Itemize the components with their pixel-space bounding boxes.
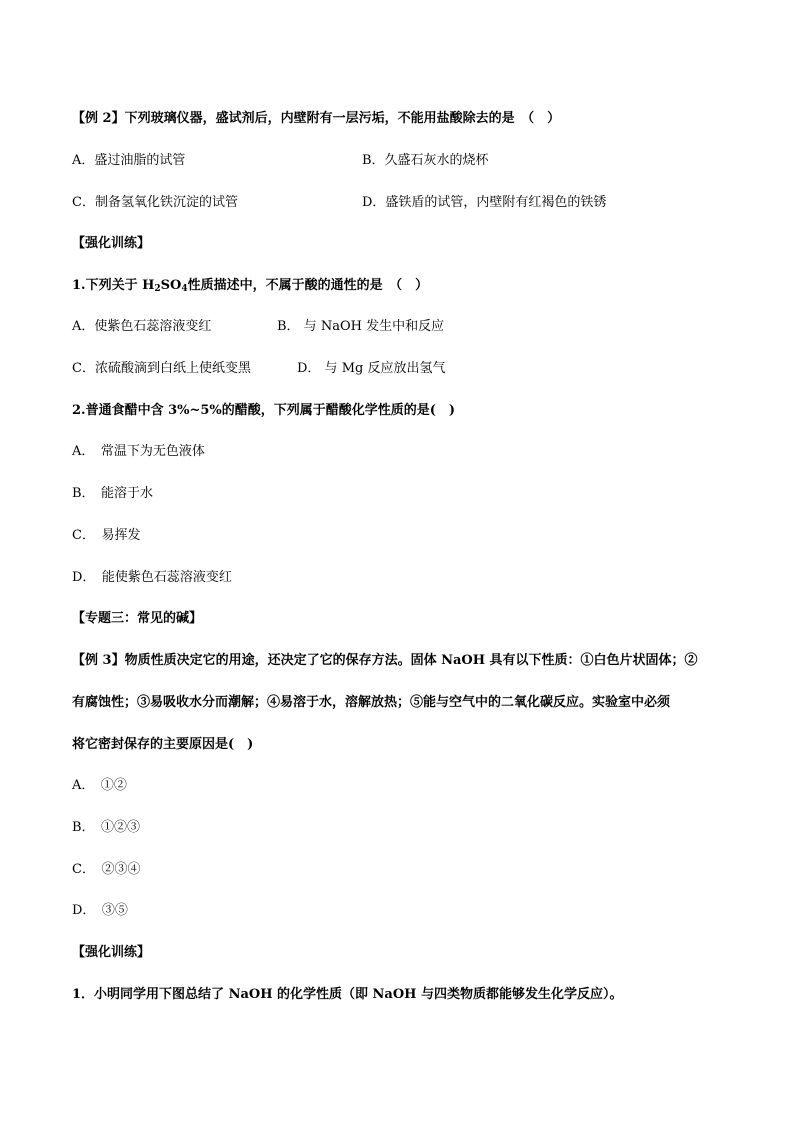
training1-option-d: D． 与 Mg 反应放出氢气 [297, 361, 446, 376]
training3-question: 1．小明同学用下图总结了 NaOH 的化学性质（即 NaOH 与四类物质都能够发生化学反应）。 [72, 987, 623, 1002]
example3-line-1: 【例 3】物质性质决定它的用途，还决定了它的保存方法。固体 NaOH 具有以下性质：①白色片状固体；② [72, 653, 698, 668]
example3-line-3: 将它密封保存的主要原因是( ) [72, 737, 254, 752]
training1-option-c: C．浓硫酸滴到白纸上使纸变黑 [72, 361, 251, 376]
training1-question-sub1: 2 [154, 284, 161, 294]
training1-question-post: 性质描述中，不属于酸的通性的是 （ ） [187, 278, 429, 293]
example2-option-d: D．盛铁盾的试管，内壁附有红褐色的铁锈 [362, 195, 607, 210]
training2-option-d: D． 能使紫色石蕊溶液变红 [72, 570, 232, 585]
example2-option-a: A．盛过油脂的试管 [72, 153, 186, 168]
training-heading-1: 【强化训练】 [72, 236, 151, 251]
training1-question-pre: 1.下列关于 H [72, 278, 155, 293]
training-heading-2: 【强化训练】 [72, 945, 151, 960]
example3-line-2: 有腐蚀性；③易吸收水分而潮解；④易溶于水，溶解放热；⑤能与空气中的二氧化碳反应。实验室中必须 [72, 695, 671, 710]
example2-question: 【例 2】下列玻璃仪器，盛试剂后，内壁附有一层污垢，不能用盐酸除去的是 （ ） [72, 111, 561, 126]
training1-option-b: B． 与 NaOH 发生中和反应 [277, 319, 445, 334]
training1-question-sub2: 4 [181, 284, 188, 294]
training1-option-a: A．使紫色石蕊溶液变红 [72, 319, 212, 334]
example2-option-c: C．制备氢氧化铁沉淀的试管 [72, 195, 238, 210]
example3-option-b: B． ①②③ [72, 820, 141, 835]
training1-question-mid: SO [160, 278, 182, 293]
example2-option-b: B．久盛石灰水的烧杯 [362, 153, 489, 168]
training1-options-row2 [72, 361, 446, 377]
training2-option-a: A． 常温下为无色液体 [72, 444, 205, 459]
training1-options-row1 [72, 319, 445, 335]
training1-question [72, 278, 428, 294]
example3-option-a: A． ①② [72, 778, 127, 793]
training2-option-c: C． 易挥发 [72, 528, 141, 543]
example2-options-row1 [72, 153, 489, 169]
example3-option-c: C． ②③④ [72, 862, 141, 877]
example3-option-d: D． ③⑤ [72, 903, 128, 918]
topic3-heading: 【专题三：常见的碱】 [72, 611, 203, 626]
example2-options-row2 [72, 195, 607, 211]
training2-question: 2.普通食醋中含 3%~5%的醋酸，下列属于醋酸化学性质的是( ) [72, 403, 456, 418]
training2-option-b: B． 能溶于水 [72, 486, 154, 501]
